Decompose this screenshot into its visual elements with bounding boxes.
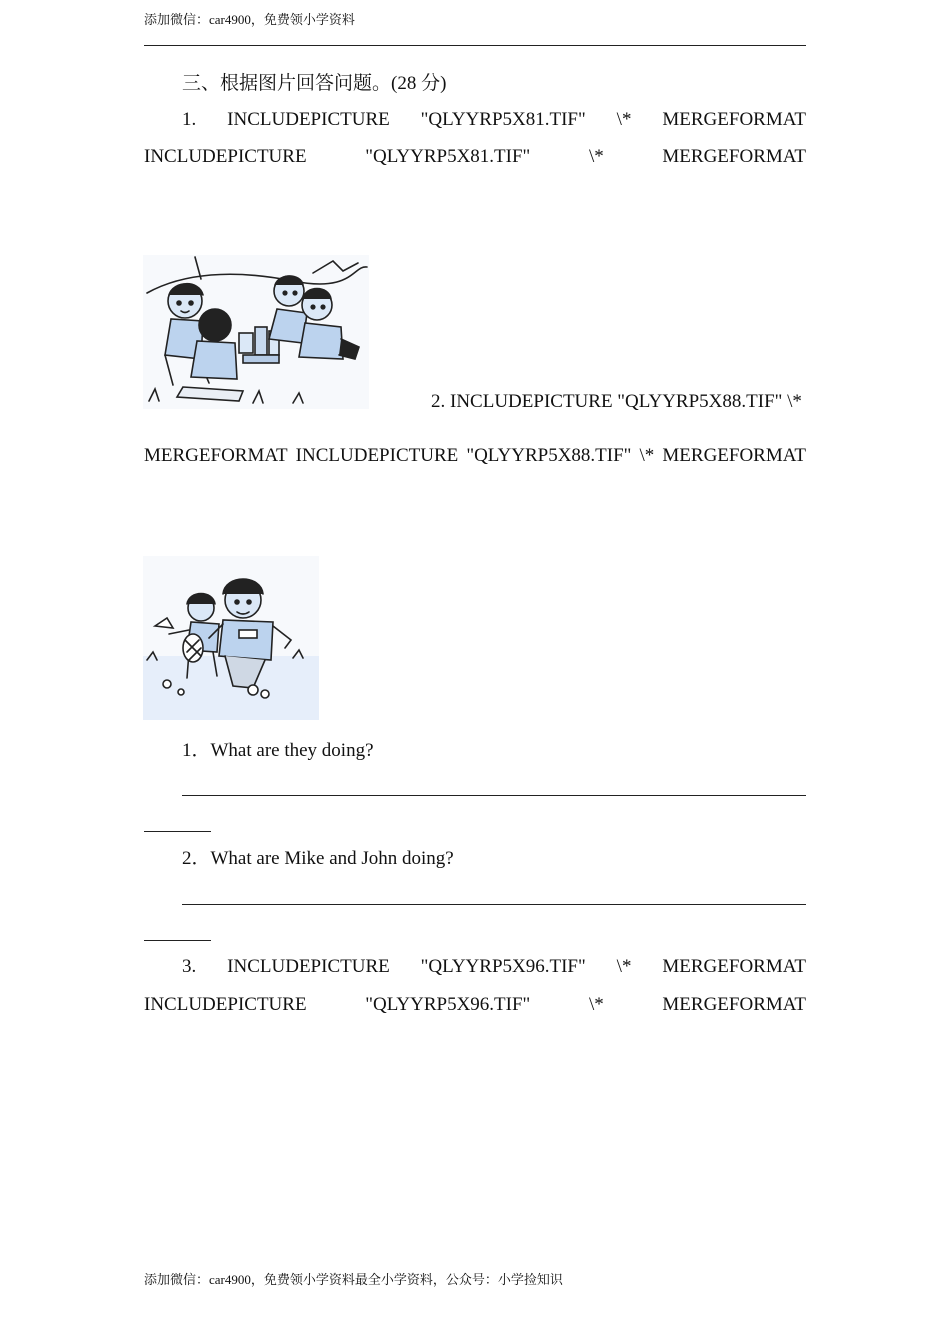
item1-word: \* (588, 146, 604, 167)
item3-word: \* (588, 994, 604, 1015)
item1-word: "QLYYRP5X81.TIF" (420, 109, 586, 130)
item3-word: "QLYYRP5X96.TIF" (420, 956, 586, 977)
picture-catching-butterflies (143, 556, 319, 720)
question-1: 1．What are they doing? (182, 740, 374, 761)
section-title: 三、根据图片回答问题。(28 分) (182, 73, 447, 94)
item3-word: "QLYYRP5X96.TIF" (365, 994, 531, 1015)
item2-word: INCLUDEPICTURE (295, 445, 459, 466)
item3-word: 3. (182, 956, 197, 977)
item1-word: MERGEFORMAT (662, 109, 806, 130)
item3-line1 (182, 955, 806, 979)
cartoon-illustration-1 (143, 255, 369, 409)
item2-line2 (144, 444, 806, 468)
item1-word: "QLYYRP5X81.TIF" (365, 146, 531, 167)
answer-line-2[interactable] (182, 904, 806, 905)
answer-line-1[interactable] (182, 795, 806, 796)
item3-word: INCLUDEPICTURE (227, 956, 390, 977)
item1-line1 (182, 108, 806, 132)
item2-word: \* (639, 445, 655, 466)
item1-word: MERGEFORMAT (662, 146, 806, 167)
item1-line2 (144, 145, 806, 169)
question-2: 2．What are Mike and John doing? (182, 848, 454, 869)
item1-word: INCLUDEPICTURE (144, 146, 307, 167)
item3-line2 (144, 993, 806, 1017)
answer-line-2-continued[interactable] (144, 940, 211, 941)
item2-line1: 2. INCLUDEPICTURE "QLYYRP5X88.TIF" \* (431, 391, 802, 412)
item2-word: MERGEFORMAT (144, 445, 288, 466)
item2-word: MERGEFORMAT (662, 445, 806, 466)
answer-line-1-continued[interactable] (144, 831, 211, 832)
item3-word: MERGEFORMAT (662, 994, 806, 1015)
cartoon-illustration-2 (143, 556, 319, 720)
item1-word: INCLUDEPICTURE (227, 109, 390, 130)
item3-word: INCLUDEPICTURE (144, 994, 307, 1015)
picture-children-playing (143, 255, 369, 409)
item3-word: \* (616, 956, 632, 977)
page-footer: 添加微信：car4900，免费领小学资料最全小学资料，公众号：小学捡知识 (144, 1272, 563, 1287)
page-header: 添加微信：car4900，免费领小学资料 (144, 12, 355, 27)
item2-word: "QLYYRP5X88.TIF" (466, 445, 632, 466)
item1-word: 1. (182, 109, 197, 130)
header-rule (144, 45, 806, 46)
item3-word: MERGEFORMAT (662, 956, 806, 977)
item1-word: \* (616, 109, 632, 130)
